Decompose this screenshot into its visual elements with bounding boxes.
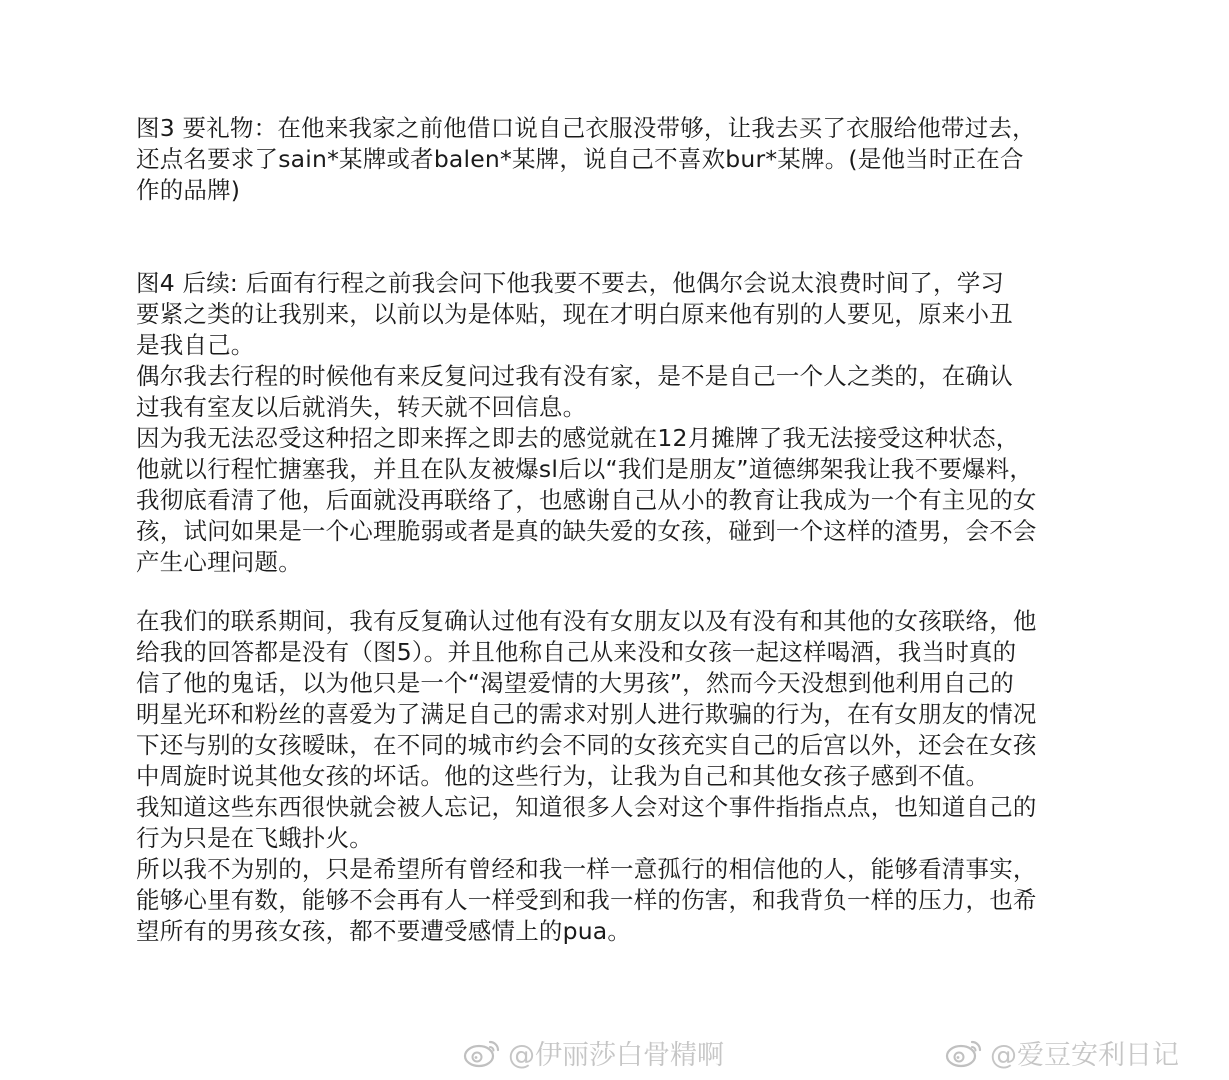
text-line: 在我们的联系期间，我有反复确认过他有没有女朋友以及有没有和其他的女孩联络，他 — [136, 607, 1037, 635]
watermark-text: @伊丽莎白骨精啊 — [508, 1039, 724, 1071]
text-line: 行为只是在飞蛾扑火。 — [136, 824, 373, 852]
text-line: 我知道这些东西很快就会被人忘记，知道很多人会对这个事件指指点点，也知道自己的 — [136, 793, 1037, 821]
text-line: 是我自己。 — [136, 331, 255, 359]
text-line: 信了他的鬼话，以为他只是一个“渴望爱情的大男孩”，然而今天没想到他利用自己的 — [136, 669, 1014, 697]
text-line: 产生心理问题。 — [136, 548, 302, 576]
paragraph-figure-3 — [136, 113, 1126, 206]
text-line: 过我有室友以后就消失，转天就不回信息。 — [136, 393, 587, 421]
watermark-text: @爱豆安利日记 — [990, 1039, 1179, 1071]
weibo-icon — [944, 1036, 984, 1068]
text-line: 图4 后续: 后面有行程之前我会问下他我要不要去，他偶尔会说太浪费时间了，学习 — [136, 269, 1005, 297]
text-line: 还点名要求了sain*某牌或者balen*某牌，说自己不喜欢bur*某牌。(是他当时正在合 — [136, 145, 1024, 173]
text-line: 我彻底看清了他，后面就没再联络了，也感谢自己从小的教育让我成为一个有主见的女 — [136, 486, 1037, 514]
text-line: 给我的回答都是没有（图5）。并且他称自己从来没和女孩一起这样喝酒，我当时真的 — [136, 638, 1017, 666]
weibo-icon — [462, 1036, 502, 1068]
watermark-2 — [944, 1034, 1179, 1070]
text-line: 偶尔我去行程的时候他有来反复问过我有没有家，是不是自己一个人之类的，在确认 — [136, 362, 1013, 390]
paragraph-figure-4 — [136, 268, 1126, 578]
text-line: 他就以行程忙搪塞我，并且在队友被爆sl后以“我们是朋友”道德绑架我让我不要爆料， — [136, 455, 1034, 483]
paragraph-contact-period — [136, 606, 1126, 947]
text-line: 图3 要礼物：在他来我家之前他借口说自己衣服没带够，让我去买了衣服给他带过去， — [136, 114, 1036, 142]
text-line: 作的品牌) — [136, 176, 241, 204]
text-line: 因为我无法忍受这种招之即来挥之即去的感觉就在12月摊牌了我无法接受这种状态， — [136, 424, 1020, 452]
text-line: 下还与别的女孩暧昧，在不同的城市约会不同的女孩充实自己的后宫以外，还会在女孩 — [136, 731, 1037, 759]
text-line: 明星光环和粉丝的喜爱为了满足自己的需求对别人进行欺骗的行为，在有女朋友的情况 — [136, 700, 1037, 728]
text-line: 能够心里有数，能够不会再有人一样受到和我一样的伤害，和我背负一样的压力，也希 — [136, 886, 1037, 914]
text-line: 所以我不为别的，只是希望所有曾经和我一样一意孤行的相信他的人，能够看清事实， — [136, 855, 1037, 883]
text-line: 孩，试问如果是一个心理脆弱或者是真的缺失爱的女孩，碰到一个这样的渣男，会不会 — [136, 517, 1037, 545]
text-line: 中周旋时说其他女孩的坏话。他的这些行为，让我为自己和其他女孩子感到不值。 — [136, 762, 990, 790]
text-line: 要紧之类的让我别来，以前以为是体贴，现在才明白原来他有别的人要见，原来小丑 — [136, 300, 1013, 328]
watermark-1 — [462, 1034, 724, 1070]
text-line: 望所有的男孩女孩，都不要遭受感情上的pua。 — [136, 917, 632, 945]
